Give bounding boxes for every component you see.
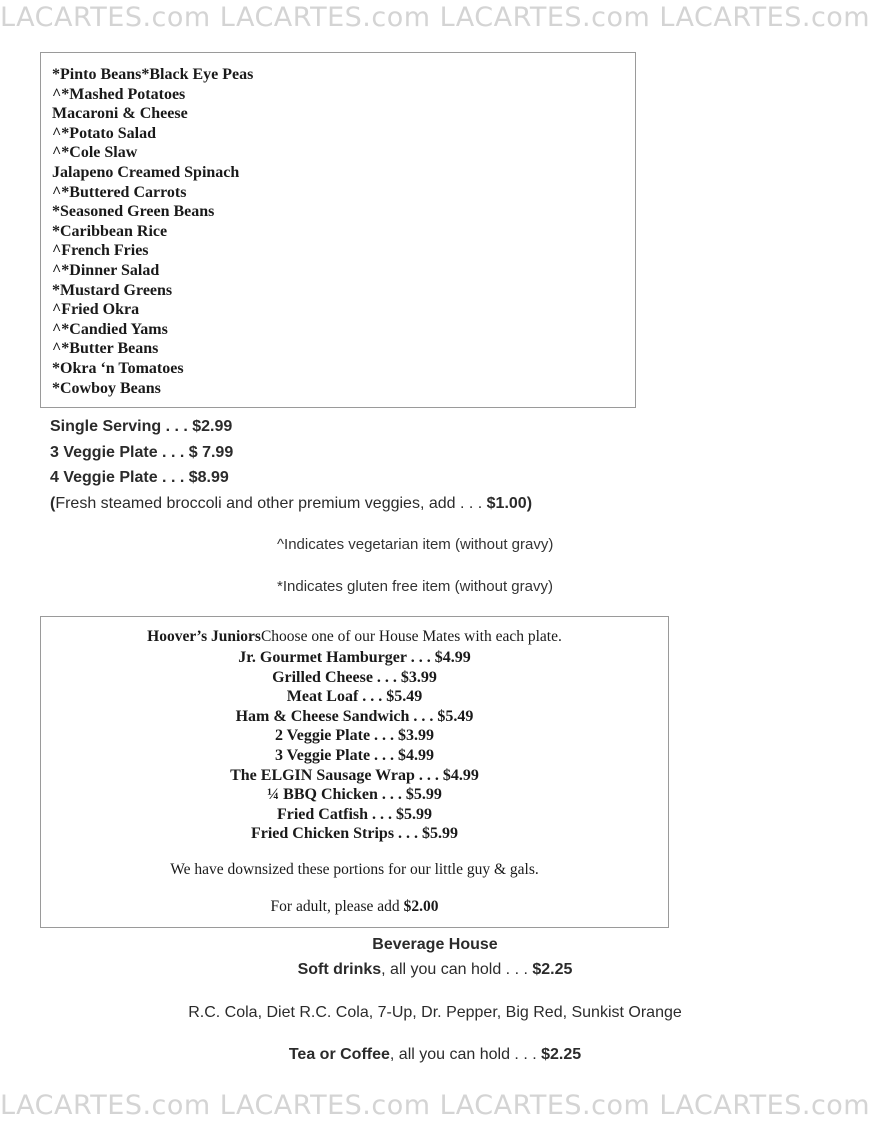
juniors-menu-box: [40, 616, 669, 928]
premium-veggie-note: [50, 491, 532, 517]
premium-open-paren: (: [50, 494, 56, 512]
veg-item: *Okra ‘n Tomatoes: [52, 359, 184, 377]
watermark-top: LACARTES.com LACARTES.com LACARTES.com LACARTES.com: [0, 2, 870, 33]
tea-coffee-label: Tea or Coffee: [288, 1046, 390, 1063]
juniors-title: Hoover’s Juniors: [147, 628, 261, 645]
juniors-item: The ELGIN Sausage Wrap . . . $4.99: [230, 766, 479, 784]
four-veggie-price: 4 Veggie Plate . . . $8.99: [50, 469, 229, 486]
juniors-portion-note: We have downsized these portions for our little guy & gals.: [170, 861, 539, 878]
veg-item: *Mustard Greens: [52, 281, 173, 299]
juniors-item: 3 Veggie Plate . . . $4.99: [274, 746, 435, 764]
veg-item: *Caribbean Rice: [52, 222, 168, 240]
beverage-title: Beverage House: [372, 936, 498, 953]
juniors-item: Grilled Cheese . . . $3.99: [272, 668, 437, 686]
juniors-item: Ham & Cheese Sandwich . . . $5.49: [235, 707, 474, 725]
veg-item: ^*Butter Beans: [52, 340, 159, 358]
single-serving-price: Single Serving . . . $2.99: [50, 418, 233, 435]
soft-drinks-list: R.C. Cola, Diet R.C. Cola, 7-Up, Dr. Pepper, Big Red, Sunkist Orange: [188, 1004, 682, 1021]
premium-price: $1.00): [486, 494, 533, 512]
premium-text: Fresh steamed broccoli and other premium veggies, add . . .: [55, 494, 487, 512]
gluten-free-legend: *Indicates gluten free item (without gravy): [277, 578, 553, 595]
veg-item: *Pinto Beans*Black Eye Peas: [52, 66, 254, 83]
vegetable-list-box: [40, 52, 636, 408]
tea-coffee-text: , all you can hold . . .: [389, 1046, 542, 1063]
veg-item: Macaroni & Cheese: [52, 105, 188, 123]
veg-item: ^*Mashed Potatoes: [52, 85, 186, 103]
veg-item: ^*Potato Salad: [52, 124, 156, 142]
juniors-item: Fried Chicken Strips . . . $5.99: [250, 825, 459, 843]
veg-item: *Cowboy Beans: [52, 379, 161, 397]
soft-drinks-line: [0, 961, 870, 979]
juniors-item: 2 Veggie Plate . . . $3.99: [274, 727, 435, 745]
juniors-header: [41, 628, 668, 646]
veg-item: *Seasoned Green Beans: [52, 203, 215, 221]
veg-item: ^*Cole Slaw: [52, 144, 138, 162]
veg-item: ^*Dinner Salad: [52, 261, 160, 279]
watermark-bottom: LACARTES.com LACARTES.com LACARTES.com LACARTES.com: [0, 1090, 870, 1121]
soft-drinks-price: $2.25: [532, 961, 573, 978]
juniors-adult-note: [41, 898, 668, 916]
veg-item: ^*Candied Yams: [52, 320, 168, 338]
juniors-items: [41, 648, 668, 844]
juniors-subtitle: Choose one of our House Mates with each plate.: [260, 628, 562, 645]
veggie-pricing: [50, 414, 532, 516]
juniors-item: Jr. Gourmet Hamburger . . . $4.99: [238, 649, 471, 666]
tea-coffee-line: [0, 1046, 870, 1064]
adult-price: $2.00: [403, 898, 439, 915]
veg-item: ^Fried Okra: [52, 301, 140, 319]
juniors-item: ¼ BBQ Chicken . . . $5.99: [267, 786, 442, 804]
veg-item: ^French Fries: [52, 242, 149, 260]
juniors-item: Meat Loaf . . . $5.49: [286, 688, 423, 706]
three-veggie-price: 3 Veggie Plate . . . $ 7.99: [50, 443, 234, 461]
soft-drinks-label: Soft drinks: [297, 961, 382, 978]
tea-coffee-price: $2.25: [541, 1046, 582, 1063]
juniors-item: Fried Catfish . . . $5.99: [276, 805, 433, 823]
veg-item: ^*Buttered Carrots: [52, 183, 187, 201]
adult-text: For adult, please add: [270, 898, 404, 915]
soft-drinks-text: , all you can hold . . .: [381, 961, 533, 978]
vegetarian-legend: ^Indicates vegetarian item (without gravy): [277, 536, 554, 553]
veg-item: Jalapeno Creamed Spinach: [52, 163, 240, 181]
